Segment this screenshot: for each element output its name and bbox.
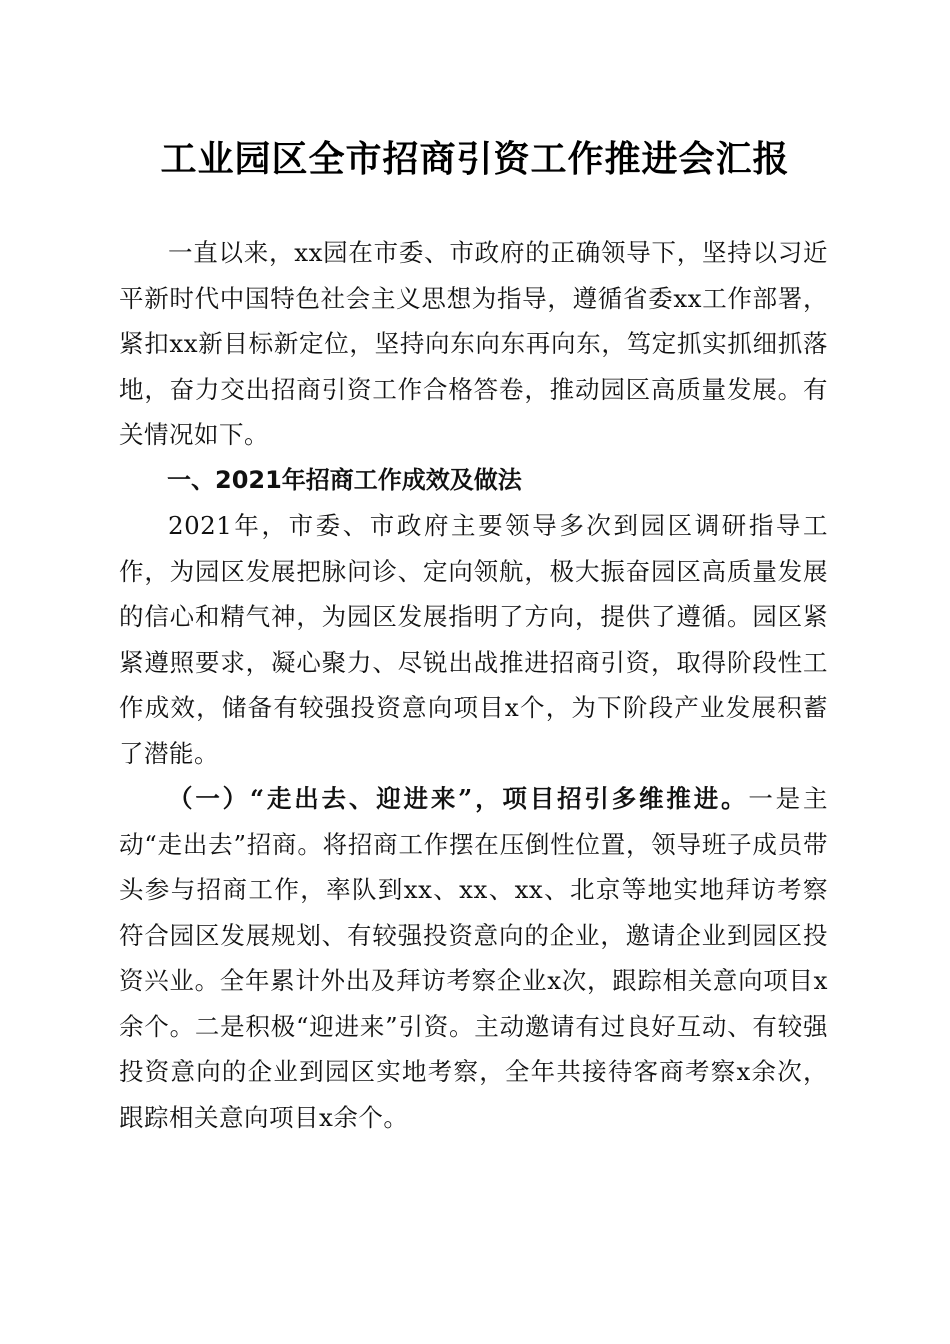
- subsection-paragraph: [119, 776, 828, 1140]
- document-body: [119, 230, 828, 1140]
- subsection-text: 一是主动“走出去”招商。将招商工作摆在压倒性位置，领导班子成员带头参与招商工作，率队到xx、xx、xx、北京等地实地拜访考察符合园区发展规划、有较强投资意向的企业，邀请企业到园区投资兴业。全年累计外出及拜访考察企业x次，跟踪相关意向项目x余个。二是积极“迎进来”引资。主动邀请有过良好互动、有较强投资意向的企业到园区实地考察，全年共接待客商考察x余次，跟踪相关意向项目x余个。: [119, 784, 828, 1132]
- section-heading: 一、2021年招商工作成效及做法: [167, 465, 522, 494]
- section-paragraph: 2021年，市委、市政府主要领导多次到园区调研指导工作，为园区发展把脉问诊、定向领航，极大振奋园区高质量发展的信心和精气神，为园区发展指明了方向，提供了遵循。园区紧紧遵照要求，凝心聚力、尽锐出战推进招商引资，取得阶段性工作成效，储备有较强投资意向项目x个，为下阶段产业发展积蓄了潜能。: [119, 511, 828, 768]
- document-title: 工业园区全市招商引资工作推进会汇报: [160, 138, 790, 180]
- intro-paragraph: 一直以来，xx园在市委、市政府的正确领导下，坚持以习近平新时代中国特色社会主义思想为指导，遵循省委xx工作部署，紧扣xx新目标新定位，坚持向东向东再向东，笃定抓实抓细抓落地，奋力交出招商引资工作合格答卷，推动园区高质量发展。有关情况如下。: [119, 238, 828, 449]
- subsection-heading: （一）“走出去、迎进来”，项目招引多维推进。: [168, 784, 749, 813]
